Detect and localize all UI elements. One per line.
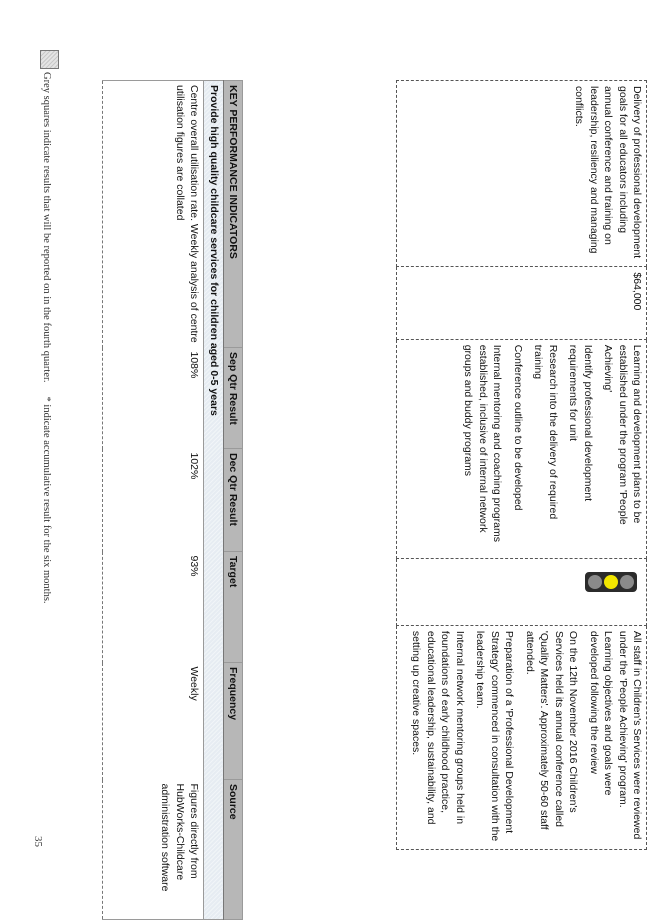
- red-lamp-icon: [620, 575, 634, 589]
- budget-cell: [396, 267, 646, 339]
- kpi-header: KEY PERFORMANCE INDICATORS: [223, 81, 242, 348]
- action-item: Learning and development plans to be established under the program 'People Achieving': [602, 344, 643, 525]
- green-lamp-icon: [588, 575, 602, 589]
- action-item: Conference outline to be developed: [511, 344, 524, 511]
- kpi-text: Centre overall utilisation rate. Weekly analysis of centre utilisation figures are collated: [103, 81, 204, 348]
- star-note: * indicate accumulative result for the six months.: [41, 396, 52, 604]
- source-value: Figures directly from HubWorks-Childcare administration software: [103, 780, 204, 920]
- source-header: Source: [223, 780, 242, 920]
- dec-qtr-header: Dec Qtr Result: [223, 449, 242, 552]
- grey-note: Grey squares indicate results that will be reported on in the fourth quarter.: [41, 72, 52, 383]
- progress-item: All staff in Children's Services were reviewed under the 'People Achieving' program. Learning objectives and goals were developed following the review: [587, 630, 643, 840]
- status-cell: [396, 558, 646, 625]
- program-row: [396, 81, 646, 850]
- target-value: 93%: [103, 552, 204, 663]
- traffic-light-icon: [585, 572, 637, 592]
- progress-item: On the 12th November 2016 Children's Services held its annual conference called 'Quality Matters'. Approximately 50-60 staff attended.: [523, 630, 580, 830]
- frequency-header: Frequency: [223, 663, 242, 780]
- sep-qtr-result: 108%: [103, 348, 204, 449]
- program-table: [396, 80, 647, 850]
- kpi-header-row: [223, 81, 242, 920]
- action-item: Research into the delivery of required training: [532, 344, 559, 520]
- progress-cell: [396, 625, 646, 849]
- footnote: [39, 50, 59, 604]
- amber-lamp-icon: [604, 575, 618, 589]
- activity-text: Delivery of professional development goals for all educators including annual conference and training on leadership, resiliency and managing conflicts.: [573, 86, 643, 259]
- frequency-value: Weekly: [103, 663, 204, 780]
- action-item: Internal mentoring and coaching programs established, inclusive of internal network groups and buddy programs: [462, 344, 504, 542]
- budget-value: $64,000: [631, 272, 643, 311]
- actions-cell: [396, 339, 646, 558]
- sep-qtr-header: Sep Qtr Result: [223, 348, 242, 449]
- table-row: [103, 81, 204, 920]
- section-title: Provide high quality childcare services for children aged 0-5 years: [204, 81, 223, 920]
- grey-square-icon: [40, 50, 59, 69]
- section-row: [204, 81, 223, 920]
- progress-item: Preparation of a 'Professional Development Strategy' commenced in consultation with the leadership team.: [474, 630, 516, 842]
- activity-cell: [396, 81, 646, 267]
- progress-item: Internal network mentoring groups held in foundations of early childhood practice, educational leadership, sustainability, and setting up creative spaces.: [410, 630, 466, 825]
- kpi-table: [102, 80, 243, 920]
- action-item: Identify professional development requirements for unit: [567, 344, 594, 502]
- target-header: Target: [223, 552, 242, 663]
- dec-qtr-result: 102%: [103, 449, 204, 552]
- page-number: 35: [32, 836, 44, 847]
